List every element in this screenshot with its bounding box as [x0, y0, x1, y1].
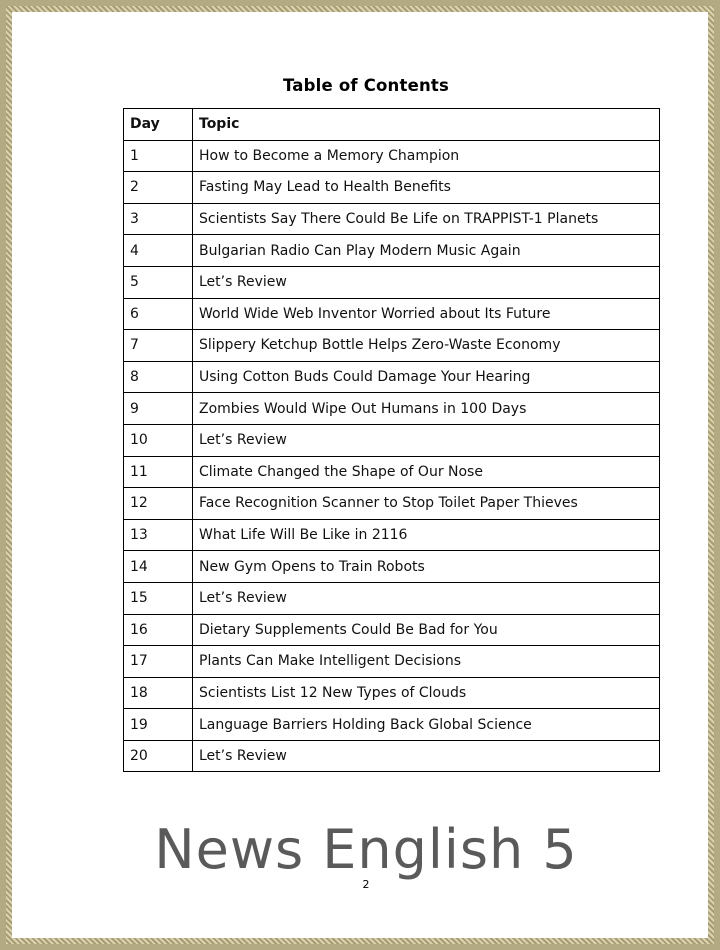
table-row	[124, 140, 660, 172]
table-row	[124, 677, 660, 709]
table-row	[124, 709, 660, 741]
table-row	[124, 330, 660, 362]
day-cell: 12	[124, 488, 193, 520]
topic-cell: Bulgarian Radio Can Play Modern Music Again	[193, 235, 660, 267]
day-cell: 11	[124, 456, 193, 488]
table-row	[124, 740, 660, 772]
topic-cell: Let’s Review	[193, 740, 660, 772]
day-cell: 8	[124, 361, 193, 393]
topic-cell: Face Recognition Scanner to Stop Toilet Paper Thieves	[193, 488, 660, 520]
table-row	[124, 393, 660, 425]
table-row	[124, 361, 660, 393]
day-cell: 14	[124, 551, 193, 583]
topic-cell: Zombies Would Wipe Out Humans in 100 Days	[193, 393, 660, 425]
column-header-topic: Topic	[193, 109, 660, 141]
table-row	[124, 614, 660, 646]
day-cell: 7	[124, 330, 193, 362]
topic-cell: What Life Will Be Like in 2116	[193, 519, 660, 551]
topic-cell: Scientists List 12 New Types of Clouds	[193, 677, 660, 709]
topic-cell: Let’s Review	[193, 582, 660, 614]
day-cell: 4	[124, 235, 193, 267]
day-cell: 16	[124, 614, 193, 646]
toc-body	[124, 140, 660, 772]
table-row	[124, 266, 660, 298]
topic-cell: Let’s Review	[193, 424, 660, 456]
footer-brand: News English 5	[154, 818, 578, 881]
topic-cell: Using Cotton Buds Could Damage Your Hearing	[193, 361, 660, 393]
page	[12, 12, 708, 938]
topic-cell: Slippery Ketchup Bottle Helps Zero-Waste Economy	[193, 330, 660, 362]
day-cell: 19	[124, 709, 193, 741]
page-number: 2	[362, 878, 370, 891]
table-row	[124, 235, 660, 267]
day-cell: 2	[124, 172, 193, 204]
table-row	[124, 298, 660, 330]
topic-cell: Fasting May Lead to Health Benefits	[193, 172, 660, 204]
topic-cell: Let’s Review	[193, 266, 660, 298]
topic-cell: World Wide Web Inventor Worried about Its Future	[193, 298, 660, 330]
day-cell: 17	[124, 646, 193, 678]
day-cell: 6	[124, 298, 193, 330]
day-cell: 18	[124, 677, 193, 709]
day-cell: 13	[124, 519, 193, 551]
day-cell: 9	[124, 393, 193, 425]
topic-cell: Dietary Supplements Could Be Bad for You	[193, 614, 660, 646]
topic-cell: Climate Changed the Shape of Our Nose	[193, 456, 660, 488]
day-cell: 5	[124, 266, 193, 298]
table-row	[124, 646, 660, 678]
day-cell: 10	[124, 424, 193, 456]
day-cell: 1	[124, 140, 193, 172]
topic-cell: How to Become a Memory Champion	[193, 140, 660, 172]
topic-cell: New Gym Opens to Train Robots	[193, 551, 660, 583]
table-row	[124, 172, 660, 204]
topic-cell: Plants Can Make Intelligent Decisions	[193, 646, 660, 678]
table-row	[124, 203, 660, 235]
table-header-row	[124, 109, 660, 141]
topic-cell: Scientists Say There Could Be Life on TRAPPIST-1 Planets	[193, 203, 660, 235]
day-cell: 3	[124, 203, 193, 235]
table-row	[124, 582, 660, 614]
table-row	[124, 488, 660, 520]
topic-cell: Language Barriers Holding Back Global Science	[193, 709, 660, 741]
table-row	[124, 551, 660, 583]
page-title: Table of Contents	[282, 76, 450, 95]
table-row	[124, 519, 660, 551]
day-cell: 20	[124, 740, 193, 772]
table-row	[124, 424, 660, 456]
toc-table	[123, 108, 660, 772]
day-cell: 15	[124, 582, 193, 614]
table-row	[124, 456, 660, 488]
column-header-day: Day	[124, 109, 193, 141]
